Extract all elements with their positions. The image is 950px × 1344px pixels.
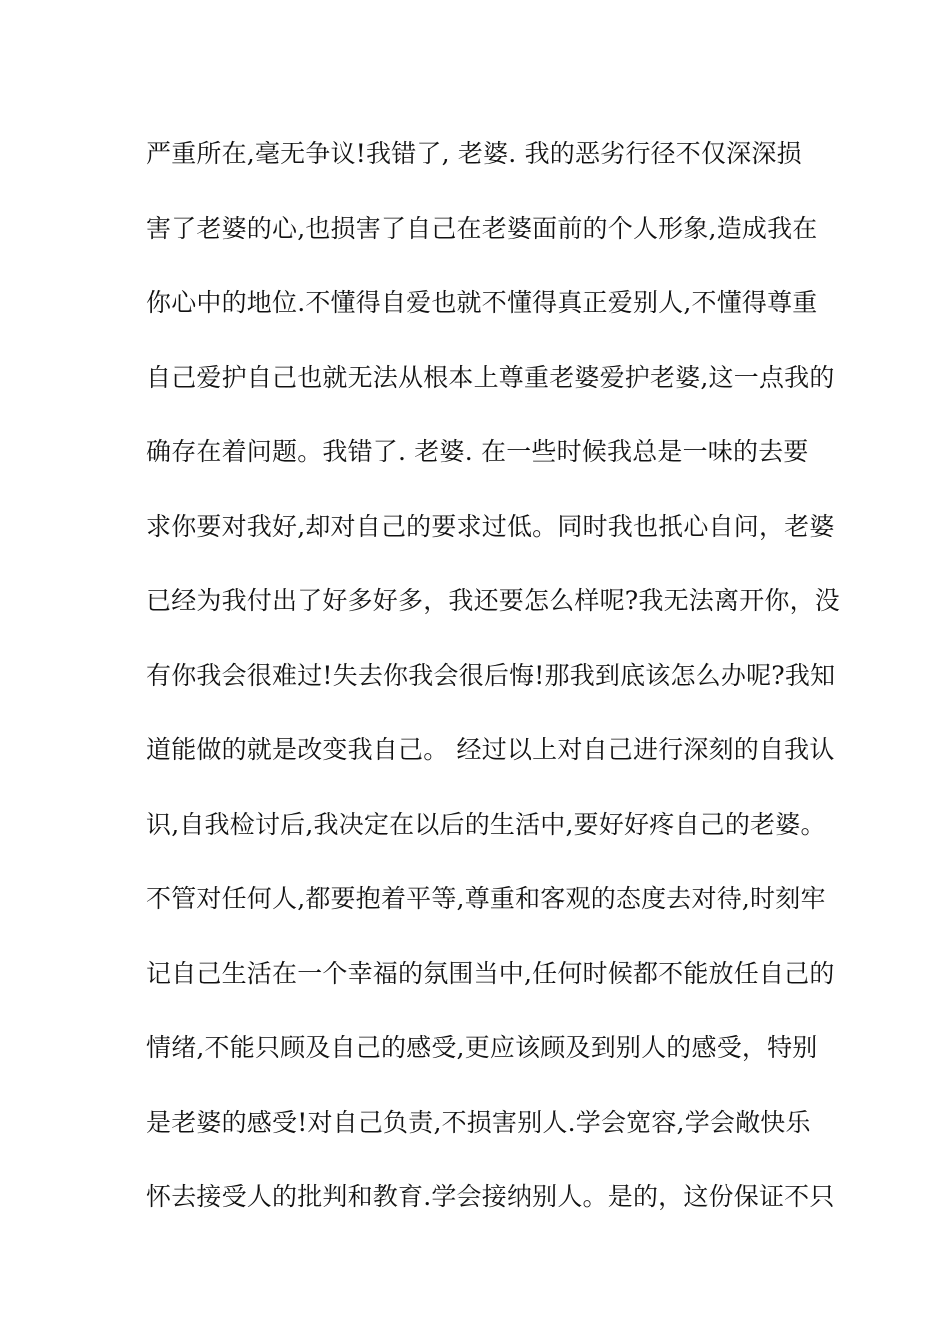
text-line: 记自己生活在一个幸福的氛围当中,任何时候都不能放任自己的 xyxy=(146,958,835,988)
text-line: 自己爱护自己也就无法从根本上尊重老婆爱护老婆,这一点我的 xyxy=(146,362,835,392)
text-line: 道能做的就是改变我自己。 经过以上对自己进行深刻的自我认 xyxy=(146,735,835,764)
text-line: 是老婆的感受!对自己负责,不损害别人.学会宽容,学会敞快乐 xyxy=(146,1107,811,1137)
text-line: 害了老婆的心,也损害了自己在老婆面前的个人形象,造成我在 xyxy=(146,213,818,243)
text-line: 确存在着问题。我错了. 老婆. 在一些时候我总是一味的去要 xyxy=(146,437,809,466)
text-line: 识,自我检讨后,我决定在以后的生活中,要好好疼自己的老婆。 xyxy=(146,809,826,839)
text-line: 不管对任何人,都要抱着平等,尊重和客观的态度去对待,时刻牢 xyxy=(146,884,826,913)
text-line: 已经为我付出了好多好多，我还要怎么样呢?我无法离开你，没 xyxy=(146,586,841,615)
text-line: 严重所在,毫无争议!我错了, 老婆. 我的恶劣行径不仅深深损 xyxy=(146,139,802,168)
text-line: 怀去接受人的批判和教育.学会接纳别人。是的，这份保证不只 xyxy=(146,1182,835,1211)
text-line: 有你我会很难过!失去你我会很后悔!那我到底该怎么办呢?我知 xyxy=(146,660,836,690)
text-line: 你心中的地位.不懂得自爱也就不懂得真正爱别人,不懂得尊重 xyxy=(146,288,818,317)
text-line: 求你要对我好,却对自己的要求过低。同时我也扺心自问，老婆 xyxy=(146,511,835,541)
text-line: 情绪,不能只顾及自己的感受,更应该顾及到别人的感受，特别 xyxy=(146,1033,818,1062)
body-text xyxy=(146,132,841,1250)
